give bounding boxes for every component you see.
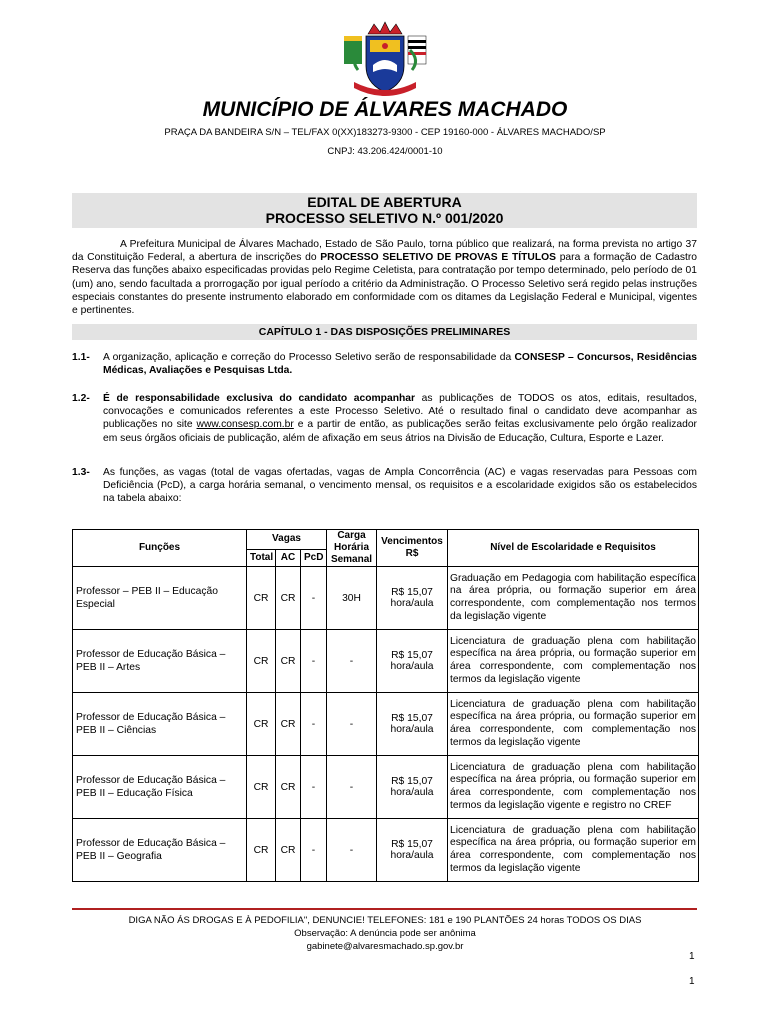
item-text: A organização, aplicação e correção do Processo Seletivo serão de responsabilidade da: [103, 352, 515, 363]
cell-ac: CR: [276, 756, 301, 819]
cell-pcd: -: [301, 693, 327, 756]
footer-observation: Observação: A denúncia pode ser anônima: [294, 928, 476, 939]
cell-requisitos: Licenciatura de graduação plena com habilitação específica na área própria, ou formação superior em área correspondente, com complementação nos termos da legislação vigente: [448, 693, 699, 756]
item-1-3: [72, 466, 697, 506]
item-bold: CONSESP – Concursos, Residências Médicas, Avaliações e Pesquisas Ltda.: [103, 352, 697, 377]
cell-carga: -: [327, 630, 377, 693]
item-number: 1.3-: [72, 467, 90, 478]
header-total: Total: [247, 549, 276, 566]
table-row: [73, 693, 699, 756]
cell-vencimento: R$ 15,07 hora/aula: [377, 693, 448, 756]
cell-funcao: Professor de Educação Básica – PEB II – Artes: [73, 630, 247, 693]
cell-carga: -: [327, 756, 377, 819]
edital-subtitle: PROCESSO SELETIVO N.º 001/2020: [265, 210, 504, 226]
table-row: [73, 819, 699, 882]
consesp-link[interactable]: www.consesp.com.br: [196, 419, 294, 431]
cell-carga: 30H: [327, 567, 377, 630]
cell-vencimento: R$ 15,07 hora/aula: [377, 567, 448, 630]
cell-pcd: -: [301, 819, 327, 882]
footer-campaign-text: DIGA NÃO ÁS DROGAS E À PEDOFILIA", DENUNCIE! TELEFONES: 181 e 190 PLANTÕES 24 horas TODOS OS DIAS: [128, 915, 642, 926]
cell-ac: CR: [276, 630, 301, 693]
table-row: [73, 756, 699, 819]
cell-total: CR: [247, 756, 276, 819]
header-pcd: PcD: [301, 549, 327, 566]
cell-carga: -: [327, 819, 377, 882]
header-vagas: Vagas: [247, 530, 327, 550]
cell-requisitos: Licenciatura de graduação plena com habilitação específica na área própria, ou formação superior em área correspondente, com complementação nos termos da legislação vigente e registro no CREF: [448, 756, 699, 819]
cell-vencimento: R$ 15,07 hora/aula: [377, 819, 448, 882]
table-row: [73, 630, 699, 693]
intro-paragraph: [72, 238, 697, 317]
intro-bold: PROCESSO SELETIVO DE PROVAS E TÍTULOS: [320, 252, 556, 264]
cell-pcd: -: [301, 567, 327, 630]
chapter-heading: CAPÍTULO 1 - DAS DISPOSIÇÕES PRELIMINARES: [72, 324, 697, 340]
edital-heading-box: [72, 193, 697, 228]
item-1-1: [72, 351, 697, 377]
cell-requisitos: Graduação em Pedagogia com habilitação específica na área própria, ou formação superior em área correspondente, com complementação nos termos da legislação vigente: [448, 567, 699, 630]
edital-title: EDITAL DE ABERTURA: [307, 194, 462, 210]
positions-table: [72, 529, 699, 882]
cnpj-line: CNPJ: 43.206.424/0001-10: [327, 146, 443, 157]
page-number: 1: [689, 951, 695, 962]
cell-funcao: Professor de Educação Básica – PEB II – Geografia: [73, 819, 247, 882]
header-carga: Carga Horária Semanal: [327, 530, 377, 567]
item-text: as publicações de TODOS os atos, editais, resultados, convocações e comunicados referentes a este Processo Seletivo. Até o resultado final o candidato deve acompanhar as publicações no site: [103, 393, 697, 431]
address-line: PRAÇA DA BANDEIRA S/N – TEL/FAX 0(XX)183273-9300 - CEP 19160-000 - ÁLVARES MACHADO/SP: [164, 127, 606, 138]
header-nivel: Nível de Escolaridade e Requisitos: [448, 530, 699, 567]
table-row: [73, 567, 699, 630]
cell-total: CR: [247, 630, 276, 693]
footer-email[interactable]: gabinete@alvaresmachado.sp.gov.br: [306, 941, 464, 952]
header-ac: AC: [276, 549, 301, 566]
item-text: As funções, as vagas (total de vagas ofertadas, vagas de Ampla Concorrência (AC) e vagas reservadas para Pessoas com Deficiência (PcD), a carga horária semanal, o vencimento mensal, os requisitos e a escolaridade exigidos são os estabelecidos na tabela abaixo:: [103, 467, 697, 505]
page-number-bottom: 1: [689, 976, 695, 987]
cell-vencimento: R$ 15,07 hora/aula: [377, 630, 448, 693]
item-bold: É de responsabilidade exclusiva do candidato acompanhar: [103, 393, 416, 404]
cell-requisitos: Licenciatura de graduação plena com habilitação específica na área própria, ou formação superior em área correspondente, com complementação nos termos da legislação vigente: [448, 630, 699, 693]
cell-funcao: Professor de Educação Básica – PEB II – Educação Física: [73, 756, 247, 819]
item-number: 1.1-: [72, 352, 90, 363]
cell-total: CR: [247, 567, 276, 630]
cell-carga: -: [327, 693, 377, 756]
municipal-crest-logo: [340, 20, 430, 100]
cell-funcao: Professor de Educação Básica – PEB II – Ciências: [73, 693, 247, 756]
footer-divider: [72, 908, 697, 910]
header-vencimentos: Vencimentos R$: [377, 530, 448, 567]
cell-requisitos: Licenciatura de graduação plena com habilitação específica na área própria, ou formação superior em área correspondente, com complementação nos termos da legislação vigente: [448, 819, 699, 882]
cell-funcao: Professor – PEB II – Educação Especial: [73, 567, 247, 630]
cell-total: CR: [247, 693, 276, 756]
cell-pcd: -: [301, 756, 327, 819]
cell-ac: CR: [276, 567, 301, 630]
intro-text-2: para a formação de Cadastro Reserva das funções abaixo especificadas providas pelo Regime Celetista, para contratação por tempo determinado, pelo período de 01 (um) ano, sendo facultada a prorrogação por igual período a critério da Administração. O Processo Seletivo será regido pelas instruções especiais constantes do presente instrumento elaborado em conformidade com os ditames da Legislação Federal e Municipal, vigentes e pertinentes.: [72, 252, 697, 317]
cell-pcd: -: [301, 630, 327, 693]
item-1-2: [72, 392, 697, 445]
item-number: 1.2-: [72, 393, 90, 404]
intro-text-1: A Prefeitura Municipal de Álvares Machado, Estado de São Paulo, torna público que realizará, na forma prevista no artigo 37 da Constituição Federal, a abertura de inscrições do: [72, 239, 697, 264]
cell-ac: CR: [276, 693, 301, 756]
municipality-title: MUNICÍPIO DE ÁLVARES MACHADO: [202, 98, 568, 121]
cell-vencimento: R$ 15,07 hora/aula: [377, 756, 448, 819]
cell-total: CR: [247, 819, 276, 882]
header-funcoes: Funções: [73, 530, 247, 567]
cell-ac: CR: [276, 819, 301, 882]
item-text-cont: e a partir de então, as publicações serão feitas exclusivamente pelo órgão realizador em seus órgãos oficiais de publicação, além de afixação em seus átrios na Divisão de Educação, Cultura, Esporte e Lazer.: [103, 419, 697, 444]
